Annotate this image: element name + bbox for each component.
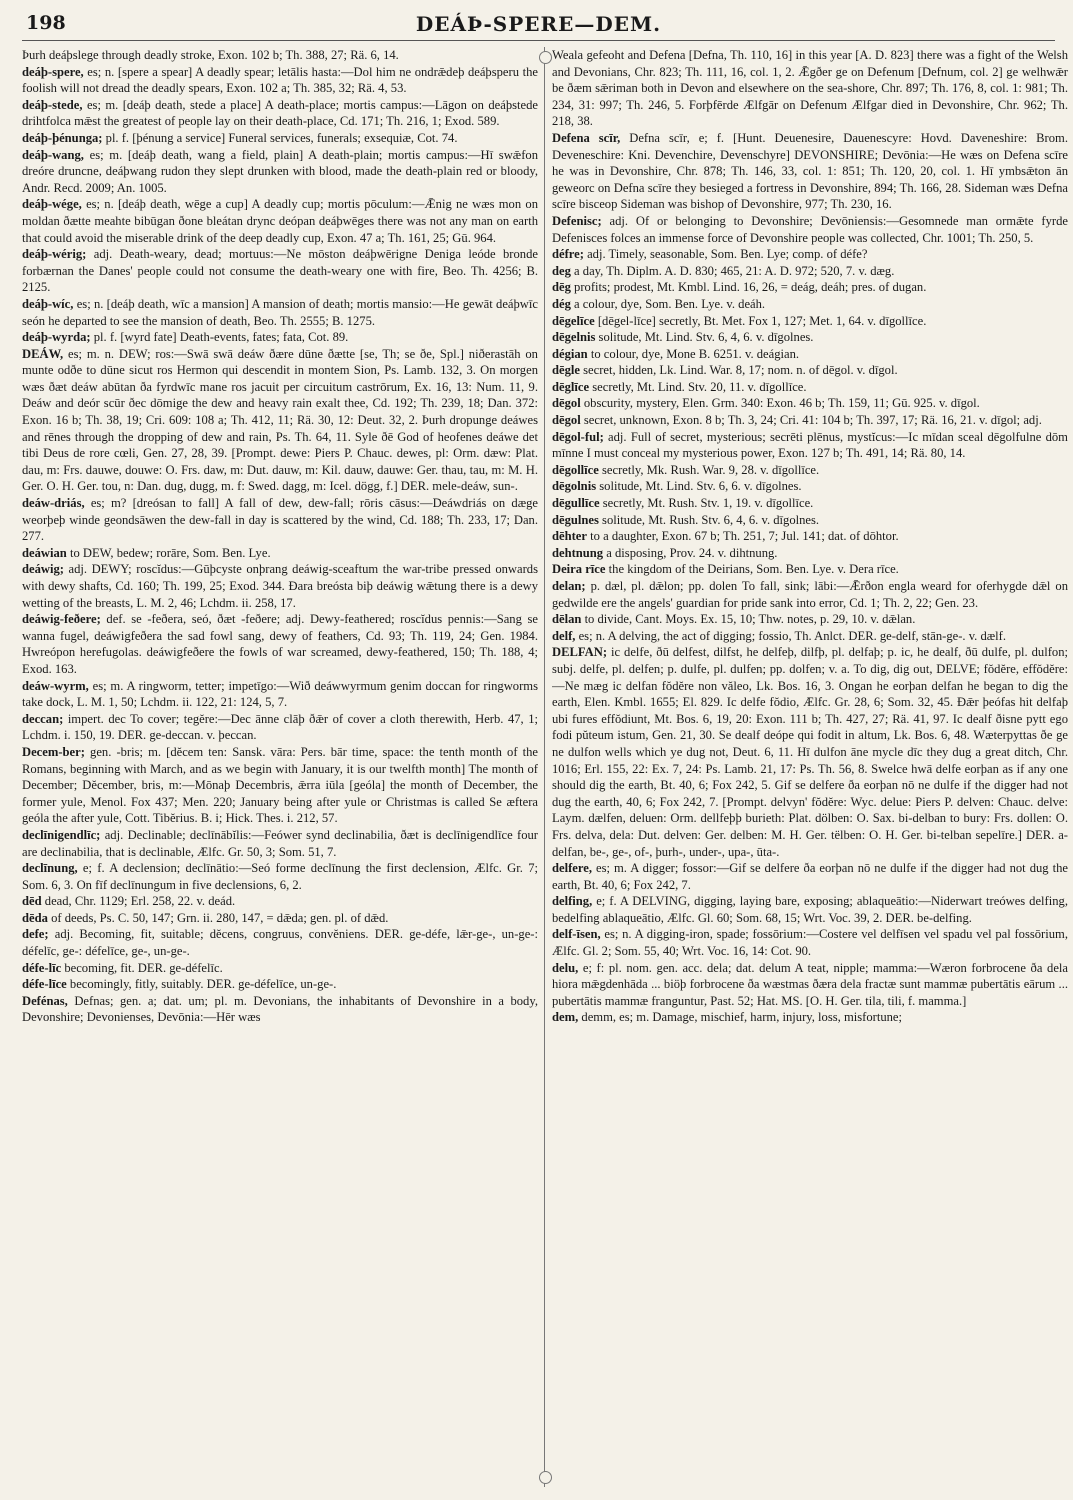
dictionary-entry [22,147,538,197]
dictionary-entry [552,561,1068,578]
entry-headword: deáwig; [22,562,64,577]
dictionary-entry [22,827,538,860]
entry-headword: delfere, [552,861,592,876]
entry-headword: dēgelīce [552,313,595,328]
dictionary-entry [22,246,538,296]
dictionary-entry [552,926,1068,959]
dictionary-entry [22,495,538,545]
entry-headword: dēlan [552,612,582,627]
dictionary-entry [22,64,538,97]
dictionary-entry [22,47,538,64]
entry-body: e; f. A DELVING, digging, laying bare, exposing; ablaqueātio:—Niderwart treówes delfing, bedelfing ablaqueātio, Ælfc. Gl. 60; Som. 68, 15; Wrt. Voc. 39, 2. DER. be-delfing. [552,894,1068,925]
entry-headword: deáþ-þénunga; [22,130,103,145]
dictionary-entry [22,346,538,495]
entry-body: es; n. A delving, the act of digging; fossio, Th. Anlct. DER. ge-delf, stān-ge-. v. dælf. [578,628,1007,643]
entry-body: secretly, Mt. Rush. Stv. 1, 19. v. dīgollīce. [602,496,814,511]
dictionary-entry [22,678,538,711]
entry-headword: deáþ-wyrda; [22,330,91,345]
two-column-body [22,47,1068,1487]
entry-headword: deáþ-wang, [22,147,84,162]
entry-body: a colour, dye, Som. Ben. Lye. v. deáh. [574,296,766,311]
dictionary-entry [22,993,538,1026]
entry-headword: dēgol-ful; [552,429,604,444]
entry-body: adj. Full of secret, mysterious; secrēti plēnus, mystĭcus:—Ic mīdan sceal dēgolfulne dōm mīnne I must conceal my mysterious power, Exon. 127 b; Th. 491, 14; Rä. 80, 14. [552,429,1068,461]
entry-headword: dēgol [552,396,581,411]
entry-body: es; m. [deáþ death, stede a place] A death-place; mortis campus:—Lāgon on deáþstede drihtfolca mǣst the greatest of people lay on their death-place, Cd. 171; Th. 216, 1; Exod. 589. [22,97,538,129]
entry-headword: dég [552,296,571,311]
entry-body: impert. dec To cover; tegĕre:—Dec ānne clāþ ðǣr of cover a cloth therewith, Herb. 47, 1; Lchdm. i. 150, 19. DER. ge-deccan. v. þeccan. [22,711,538,743]
dictionary-entry [22,130,538,147]
dictionary-entry [552,528,1068,545]
entry-headword: dēg [552,280,571,295]
dictionary-entry [22,860,538,893]
entry-body: solitude, Mt. Rush. Stv. 6, 4, 6. v. dīgolnes. [602,512,820,527]
entry-body: adj. Death-weary, dead; mortuus:—Ne mōston deáþwērigne Deniga leóde bronde forbærnan the Danes' people could not consume the death-weary one with fire, Beo. Th. 4256; B. 2125. [22,247,538,295]
entry-body: Defnas; gen. a; dat. um; pl. m. Devonians, the inhabitants of Devonshire in a body, Devonshire; Devonienses, Devōnia:—Hēr wæs [22,993,538,1025]
entry-headword: dēgle [552,363,580,378]
entry-body: secret, unknown, Exon. 8 b; Th. 3, 24; Cri. 41: 104 b; Th. 397, 17; Rä. 16, 21. v. dīgol; adj. [583,413,1042,428]
entry-body: Þurh deáþslege through deadly stroke, Exon. 102 b; Th. 388, 27; Rä. 6, 14. [22,48,399,62]
entry-headword: dēda [22,910,48,925]
entry-body: secretly, Mk. Rush. War. 9, 28. v. dīgollīce. [602,462,820,477]
dictionary-entry [552,611,1068,628]
entry-headword: défe-līc [22,960,62,975]
entry-body: e; f: pl. nom. gen. acc. dela; dat. delum A teat, nipple; mamma:—Wæron forbrocene ða dela hiora mǣgdenhāda ... biöþ forbrocene ða wæstmas ðæra dela fractæ sunt mammæ pubertātis eārum ... pubertātis mammæ franguntur, Past. 52; Hat. MS. [O. H. Ger. tila, tili, f. mamma.] [552,960,1068,1008]
entry-headword: deáwig-feðere; [22,612,101,627]
entry-headword: deáþ-wége, [22,197,82,212]
entry-headword: delu, [552,960,579,975]
entry-headword: declīnigendlīc; [22,827,101,842]
entry-body: es; m. [deáþ death, wang a field, plain] A death-plain; mortis campus:—Hī swǣfon dreóre druncne, deáþwang rudon they slept drunken with blood, made the death-plain red or bloody, Andr. Recd. 2009; An. 1005. [22,147,538,195]
entry-headword: Deira rīce [552,562,606,577]
dictionary-entry [22,97,538,130]
dictionary-entry [552,395,1068,412]
dictionary-entry [552,478,1068,495]
dictionary-entry [552,263,1068,280]
entry-headword: deáw-driás, [22,496,85,511]
dictionary-entry [552,47,1068,130]
dictionary-entry [22,329,538,346]
entry-body: becomingly, fitly, suitably. DER. ge-défelīce, un-ge-. [69,977,337,992]
dictionary-entry [22,711,538,744]
entry-headword: deáþ-spere, [22,64,84,79]
entry-body: becoming, fit. DER. ge-défelīc. [64,960,223,975]
entry-headword: DELFAN; [552,645,608,660]
dictionary-entry [552,362,1068,379]
entry-body: obscurity, mystery, Elen. Grm. 340: Exon. 46 b; Th. 159, 11; Gū. 925. v. dīgol. [583,396,980,411]
dictionary-entry [552,346,1068,363]
entry-body: p. dæl, pl. dǣlon; pp. dolen To fall, sink; lābi:—Ǣrðon engla weard for oferhygde dǣl on gedwilde ere the angels' guardian for pride sank into error, Cd. 1; Th. 2, 22; Gen. 23. [552,579,1068,610]
dictionary-entry [552,279,1068,296]
page-number: 198 [26,12,66,34]
page-header [22,8,1055,41]
entry-body: secret, hidden, Lk. Lind. War. 8, 17; nom. n. of dēgol. v. dīgol. [583,363,898,378]
entry-body: adj. DEWY; roscĭdus:—Gūþcyste onþrang deáwig-sceaftum the war-tribe pressed onwards with dewy shafts, Cd. 160; Th. 199, 25; Exod. 344. Ðara breósta biþ deáwig wǣtung there is a dewy wetting of the breasts, L. M. 2, 46; Lchdm. ii. 258, 17. [22,562,538,610]
entry-headword: dēgelnis [552,330,596,345]
entry-body: adj. Timely, seasonable, Som. Ben. Lye; comp. of défe? [587,247,868,262]
entry-headword: Defenisc; [552,213,602,228]
entry-headword: deáþ-wérig; [22,247,87,262]
entry-headword: défe-līce [22,977,67,992]
entry-body: e; f. A declension; declīnātio:—Seó forme declīnung the first declension, Ælfc. Gr. 7; Som. 6, 3. On fīf declīnungum in five declensions, 6, 2. [22,861,538,892]
entry-headword: dēgol [552,413,581,428]
dictionary-entry [22,926,538,959]
entry-body: ic delfe, ðū delfest, dilfst, he delfeþ, dilfþ, pl. delfaþ; p. ic, he dealf, ðū dulfe, pl. dulfon; subj. delfe, pl. delfen; p. dulfe, pl. dulfen; pp. dolfen; v. a. To dig, dig out, DELVE; fŏdĕre, effŏdĕre:—Ne mæg ic delfan fŏdĕre non văleo, Lk. Bos. 16, 3. Ongan he eorþan delfan he began to dig the earth, Elen. Kmbl. 1655; El. 829. Ic delfe fŏdio, Ælfc. Gr. 28, 6; Som. 32, 45. Ðǣr þeófas hit delfaþ ubi fures effŏdiunt, Mt. Bos. 6, 19, 20: Exon. 111 b; Th. 427, 27; Rä. 41, 97. Ic dealf ðisne pytt ego fodi pŭteum istum, Gen. 21, 30. Se dealf deópe qui fodit in altum, Lk. Bos. 6, 48. Wæterpyttas ðe ge ne dulfon wells which ye dug not, Deut. 6, 11. Hī dulfon āne mycle dīc they dug a great ditch, Chr. 1016; Erl. 155, 22: Ex. 7, 24: Ps. Lamb. 21, 17: Ps. Th. 56, 8. Swelce hwā delfe eorþan as if any one should dig the earth, Bt. 40, 6; Fox 242, 5. Gif se delfere ða eorþan nō ne dulfe if the digger had not dug the earth, 40, 6; Fox 242, 7. [Prompt. delvyn' fŏdĕre: Wyc. delue: Piers P. delven: Chauc. delve: Laym. dælfen, deluen: Orm. dellfeþþ burieth: Plat. dölben: O. Sax. bi-delban to bury: Frs. dollen: O. Frs. delva, dela: Dut. delven: Ger. delben: M. H. Ger. tëlben: O. H. Ger. bi-telban sepelīre.] DER. a-delfan, be-, ge-, of-, þurh-, under-, upa-, ūta-. [552,645,1068,859]
dictionary-entry [552,495,1068,512]
dictionary-entry [552,545,1068,562]
entry-body: es; m. A ringworm, tetter; impetīgo:—Wið deáwwyrmum genim doccan for ringworms take dock, L. M. 1, 50; Lchdm. ii. 122, 21: 124, 5, 7. [22,678,538,710]
dictionary-entry [552,429,1068,462]
top-ornament-icon [539,51,552,64]
entry-body: Weala gefeoht and Defena [Defna, Th. 110, 16] in this year [A. D. 823] there was a fight of the Welsh and Devonians, Chr. 823; Th. 111, 16, col. 1, 2. Ǣgðer ge on Defenum [Defnum, col. 2] ge welhwǣr be ðæm sǣriman both in Devon and elsewhere on the sea-shore, Chr. 897; Th. 176, 8, col. 1: 981; Th. 234, 31: 997; Th. 246, 5. Forþfērde Ælfgār on Defenum Ælfgar died in Devonshire, Chr. 962; Th. 218, 38. [552,48,1068,129]
entry-body: es; n. A digging-iron, spade; fossōrium:—Costere vel delfīsen vel spadu vel pal fossōrium, Ælfc. Gl. 2; Som. 55, 40; Wrt. Voc. 16, 14: Cot. 90. [552,927,1068,959]
entry-body: adj. Becoming, fit, suitable; dĕcens, congruus, convĕniens. DER. ge-défe, lǣr-ge-, un-ge-: défelīc, ge-: défelīce, ge-, un-ge-. [22,927,538,959]
entry-headword: dēhter [552,529,587,544]
entry-body: adj. Of or belonging to Devonshire; Devōniensis:—Gesomnede man ormǣte fyrde Defenisces folces an immense force of Devonshire people was collected, Chr. 1001; Th. 250, 5. [552,213,1068,245]
entry-headword: dégian [552,346,588,361]
entry-headword: delan; [552,579,586,593]
dictionary-entry [22,910,538,927]
entry-headword: delf-īsen, [552,927,601,942]
entry-body: profits; prodest, Mt. Kmbl. Lind. 16, 26, = deág, deáh; pres. of dugan. [574,280,927,295]
entry-body: demm, es; m. Damage, mischief, harm, injury, loss, misfortune; [581,1010,903,1025]
entry-body: es; m? [dreósan to fall] A fall of dew, dew-fall; rōris cāsus:—Deáwdriás on dæge weorþeþ winde geondsāwen the dew-fall in day is scattered by the wind, Cd. 188; Th. 233, 17; Dan. 277. [22,496,538,544]
column-divider [544,47,545,1487]
left-column [22,47,538,1487]
dictionary-entry [552,296,1068,313]
entry-body: to DEW, bedew; rorāre, Som. Ben. Lye. [69,545,271,560]
entry-body: dead, Chr. 1129; Erl. 258, 22. v. deád. [44,894,236,909]
entry-body: a disposing, Prov. 24. v. dihtnung. [606,545,778,560]
entry-body: es; m. n. DEW; ros:—Swā swā deáw ðære dūne ðætte [se, Th; se ðe, Spl.] niðerastāh on munte odðe to dūne sicut ros Hermon qui descendit in montem Sion, Ps. Lamb. 132, 3. On morgen wæs ðæt deáw abūtan ða fyrdwīc mane ros jacuit per circuitum castrōrum, Ex. 16, 13: Num. 11, 9. Deáw and deór scūr ðec dōmige the dew and heavy rain exalt thee, Cd. 192; Th. 239, 18; Dan. 372: Exon. 16 b; Th. 38, 19; Cri. 609: 108 a; Th. 412, 11; Rä. 30, 12: Deut. 32, 2. Þurh dropunge deáwes and rēnes through the dropping of dew and rain, Ps. Th. 64, 11. Syle ðē God of heofenes deáwe det tibi Deus de rore cœli, Gen. 27, 28, 39. [Prompt. dewe: Piers P. Chauc. dewes, pl: Orm. dæw: Plat. dau, m: Frs. dauwe, douwe: O. Frs. daw, m: Dut. dauw, m: Kil. dauw, dauwe: Ger. thau, tau, m: M. H. Ger. O. H. Ger. tou, n: Dan. dug, dugg, m. f: Swed. dagg, m: Icel. dögg, f.] DER. mele-deáw, sun-. [22,346,538,494]
entry-headword: declīnung, [22,861,78,876]
entry-body: to a daughter, Exon. 67 b; Th. 251, 7; Jul. 141; dat. of dōhtor. [590,529,899,544]
entry-body: es; n. [deáþ death, wīc a mansion] A mansion of death; mortis mansio:—He gewāt deáþwīc seón he departed to see the mansion of death, Beo. Th. 2555; B. 1275. [22,296,538,328]
running-title: DEÁÞ-SPERE—DEM. [415,12,662,36]
dictionary-entry [552,412,1068,429]
dictionary-entry [552,893,1068,926]
dictionary-entry [552,379,1068,396]
entry-headword: Defena scīr, [552,130,621,145]
entry-body: secretly, Mt. Lind. Stv. 20, 11. v. dīgollīce. [592,379,807,394]
dictionary-entry [552,628,1068,645]
dictionary-entry [22,744,538,827]
entry-headword: Decem-ber; [22,744,85,759]
dictionary-entry [22,611,538,677]
entry-body: es; n. [deáþ death, wēge a cup] A deadly cup; mortis pōculum:—Ǣnig ne wæs mon on moldan ðætte meahte bibūgan ðone bleátan drync deópan deáþwēges there was not any man on earth that could avoid the miserable drink of the deep deadly cup, Exon. 47 a; Th. 161, 25; Gū. 964. [22,197,538,245]
entry-body: the kingdom of the Deirians, Som. Ben. Lye. v. Dera rīce. [608,562,899,577]
entry-headword: dēglīce [552,379,590,394]
entry-body: pl. f. [þénung a service] Funeral services, funerals; exsequiæ, Cot. 74. [105,130,458,145]
dictionary-entry [552,213,1068,246]
entry-headword: deg [552,263,571,278]
dictionary-entry [552,313,1068,330]
dictionary-entry [22,196,538,246]
entry-body: a day, Th. Diplm. A. D. 830; 465, 21: A. D. 972; 520, 7. v. dæg. [574,263,895,278]
dictionary-entry [552,246,1068,263]
dictionary-entry [552,860,1068,893]
dictionary-entry [552,329,1068,346]
entry-headword: Defénas, [22,993,68,1008]
dictionary-entry [552,462,1068,479]
entry-body: to divide, Cant. Moys. Ex. 15, 10; Thw. notes, p. 29, 10. v. dǣlan. [584,612,916,627]
entry-headword: dēgulnes [552,512,599,527]
entry-body: to colour, dye, Mone B. 6251. v. deágian. [590,346,800,361]
entry-headword: deáw-wyrm, [22,678,89,693]
entry-headword: dēd [22,894,42,909]
dictionary-entry [552,130,1068,213]
entry-headword: deáwian [22,545,67,560]
entry-body: solitude, Mt. Lind. Stv. 6, 6. v. dīgolnes. [599,479,802,494]
dictionary-entry [22,976,538,993]
bottom-ornament-icon [539,1471,552,1484]
dictionary-entry [22,545,538,562]
entry-headword: dem, [552,1010,579,1025]
entry-headword: dehtnung [552,545,604,560]
entry-headword: delf, [552,628,576,643]
entry-body: of deeds, Ps. C. 50, 147; Grn. ii. 280, 147, = dǣda; gen. pl. of dǣd. [51,910,389,925]
entry-headword: DEÁW, [22,346,64,361]
entry-body: adj. Declinable; declīnābĭlis:—Feówer synd declinabilia, ðæt is declīnigendlīce four are declinabilia, that is declinable, Ælfc. Gr. 50, 3; Som. 51, 7. [22,827,538,859]
entry-headword: delfing, [552,894,593,909]
entry-body: pl. f. [wyrd fate] Death-events, fates; fata, Cot. 89. [93,330,349,345]
dictionary-entry [552,960,1068,1010]
dictionary-entry [22,960,538,977]
entry-headword: deáþ-stede, [22,97,83,112]
entry-body: def. se -feðera, seó, ðæt -feðere; adj. Dewy-feathered; roscĭdus pennis:—Sang se wanna fugel, deáwigfeðera the sad fowl sang, dewy of feathers, Cd. 93; Th. 119, 24; Gen. 1984. Hwreópon herefugolas. deáwigfeðere the fowls of war screamed, dewy-feathered, 150; Th. 188, 4; Exod. 163. [22,612,538,676]
dictionary-entry [552,1009,1068,1026]
dictionary-entry [22,561,538,611]
entry-headword: défre; [552,247,584,262]
dictionary-entry [552,512,1068,529]
entry-body: solitude, Mt. Lind. Stv. 6, 4, 6. v. dīgolnes. [598,330,814,345]
entry-body: es; m. A digger; fossor:—Gif se delfere ða eorþan nō ne dulfe if the digger had not dug the earth, Bt. 40, 6; Fox 242, 7. [552,861,1068,892]
entry-body: es; n. [spere a spear] A deadly spear; letālis hasta:—Dol him ne ondrǣdeþ deáþsperu the foolish will not dread the deadly spears, Exon. 102 a; Th. 385, 32; Rä. 4, 53. [22,64,538,96]
entry-headword: dēgullīce [552,496,600,511]
entry-headword: defe; [22,927,49,942]
entry-body: [dēgel-līce] secretly, Bt. Met. Fox 1, 127; Met. 1, 64. v. dīgollīce. [597,313,927,328]
dictionary-entry [552,578,1068,611]
entry-headword: deccan; [22,711,64,726]
dictionary-entry [22,296,538,329]
entry-body: gen. -bris; m. [dĕcem ten: Sansk. vāra: Pers. bār time, space: the tenth month of the Romans, beginning with March, and as we begin with January, it is our twelfth month] The month of December; Dĕcember, bris, m:—Mōnaþ Decembris, ǣrra iūla [geóla] the month of December, the former yule, Menol. Fox 437; Men. 220; January being after yule or Christmas is called Se æftera geóla the after yule, Cott. Tibĕrius. B. i; Hick. Thes. i. 212, 57. [22,744,538,826]
dictionary-entry [552,644,1068,860]
entry-headword: deáþ-wíc, [22,296,74,311]
entry-headword: dēgolnis [552,479,597,494]
entry-body: Defna scīr, e; f. [Hunt. Deuenesire, Dauenescyre: Hovd. Daveneshire: Brom. Deveneschire: Kni. Devenchire, Devenschyre] DEVONSHIRE; Devōnia:—He wæs on Defena scīre he was in Devonshire, Chr. 878; Th. 146, 33, col. 1: 851; Th. 120, 20, col. 1. Hī ymbsǣton ān geweorc on Defna scīre they besieged a fortress in Devonshire, 894; Th. 166, 28. Sideman wæs Defna scīre bisceop Sideman was bishop of Devonshire, 977; Th. 230, 16. [552,130,1068,212]
dictionary-entry [22,893,538,910]
entry-headword: dēgollīce [552,462,599,477]
right-column [552,47,1068,1487]
